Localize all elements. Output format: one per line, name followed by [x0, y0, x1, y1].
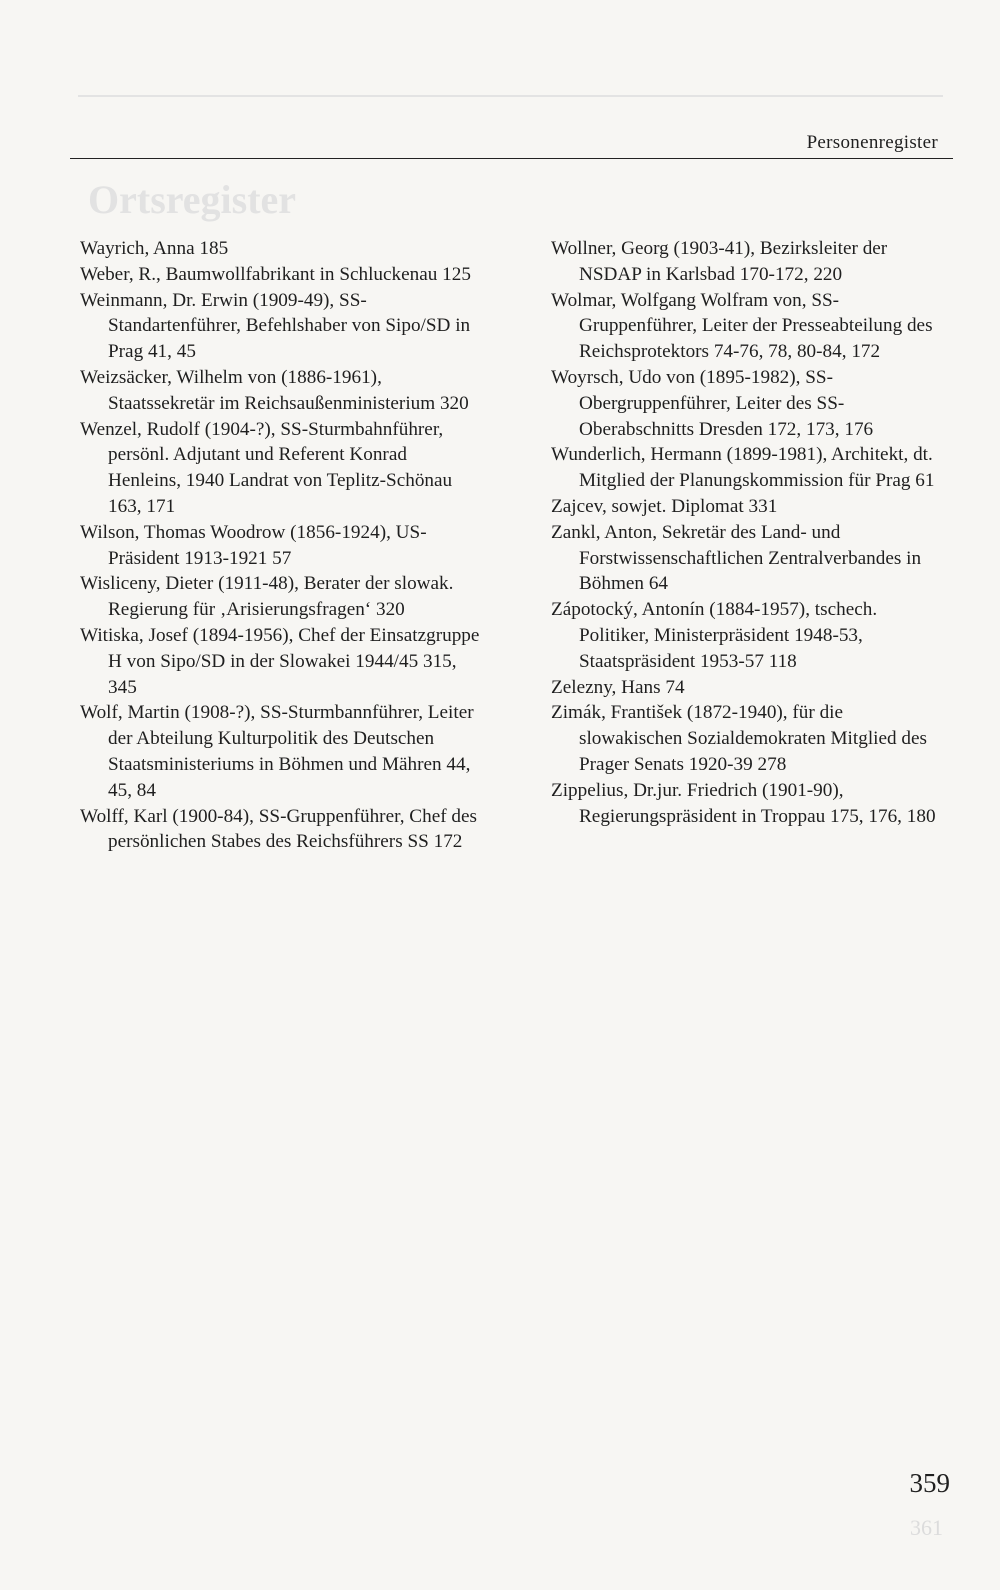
index-column-right	[551, 236, 946, 829]
index-entry: Zajcev, sowjet. Diplomat 331	[551, 495, 778, 517]
index-entry: Wunderlich, Hermann (1899-1981), Architekt, dt. Mitglied der Planungskommission für Prag 61	[551, 444, 935, 492]
page-number: 359	[909, 1468, 950, 1498]
index-entry: Wilson, Thomas Woodrow (1856-1924), US-Präsident 1913-1921 57	[80, 521, 427, 569]
index-entry: Wollner, Georg (1903-41), Bezirksleiter der NSDAP in Karlsbad 170-172, 220	[551, 238, 888, 285]
running-title: Personenregister	[806, 132, 938, 153]
index-column-left	[80, 236, 480, 855]
header-rule	[70, 158, 953, 159]
bleed-through-heading: Ortsregister	[88, 177, 297, 222]
index-entry: Weizsäcker, Wilhelm von (1886-1961), Staatssekretär im Reichsaußenministerium 320	[80, 366, 469, 414]
index-entry: Zelezny, Hans 74	[551, 676, 685, 698]
index-entry: Wayrich, Anna 185	[80, 238, 229, 259]
index-entry: Zippelius, Dr.jur. Friedrich (1901-90), Regierungspräsident in Troppau 175, 176, 180	[551, 779, 936, 827]
index-entry: Witiska, Josef (1894-1956), Chef der Einsatzgruppe H von Sipo/SD in der Slowakei 1944/45 315, 345	[80, 624, 480, 698]
index-entry: Wolff, Karl (1900-84), SS-Gruppenführer, Chef des persönlichen Stabes des Reichsführers SS 172	[80, 805, 477, 853]
index-entry: Zankl, Anton, Sekretär des Land- und Forstwissenschaftlichen Zentralverbandes in Böhmen 64	[551, 521, 922, 595]
index-entry: Woyrsch, Udo von (1895-1982), SS-Obergruppenführer, Leiter des SS-Oberabschnitts Dresden 172, 173, 176	[551, 366, 874, 440]
index-entry: Wenzel, Rudolf (1904-?), SS-Sturmbahnführer, persönl. Adjutant und Referent Konrad Henleins, 1940 Landrat von Teplitz-Schönau 163, 171	[80, 418, 453, 517]
index-entry: Weinmann, Dr. Erwin (1909-49), SS-Standartenführer, Befehlshaber von Sipo/SD in Prag 41, 45	[80, 289, 471, 363]
bleed-through-page-number: 361	[910, 1515, 943, 1540]
index-entry: Zimák, František (1872-1940), für die slowakischen Sozialdemokraten Mitglied des Prager Senats 1920-39 278	[551, 702, 927, 775]
index-entry: Wisliceny, Dieter (1911-48), Berater der slowak. Regierung für ‚Arisierungsfragen‘ 320	[80, 573, 454, 621]
index-entry: Wolf, Martin (1908-?), SS-Sturmbannführer, Leiter der Abteilung Kulturpolitik des Deutschen Staatsministeriums in Böhmen und Mähren 44, 45, 84	[80, 702, 474, 801]
index-entry: Wolmar, Wolfgang Wolfram von, SS-Gruppenführer, Leiter der Presseabteilung des Reichsprotektors 74-76, 78, 80-84, 172	[551, 289, 933, 363]
index-entry: Weber, R., Baumwollfabrikant in Schluckenau 125	[80, 263, 471, 285]
bleed-through-rule	[78, 95, 943, 97]
index-entry: Zápotocký, Antonín (1884-1957), tschech. Politiker, Ministerpräsident 1948-53, Staatspräsident 1953-57 118	[551, 599, 878, 672]
